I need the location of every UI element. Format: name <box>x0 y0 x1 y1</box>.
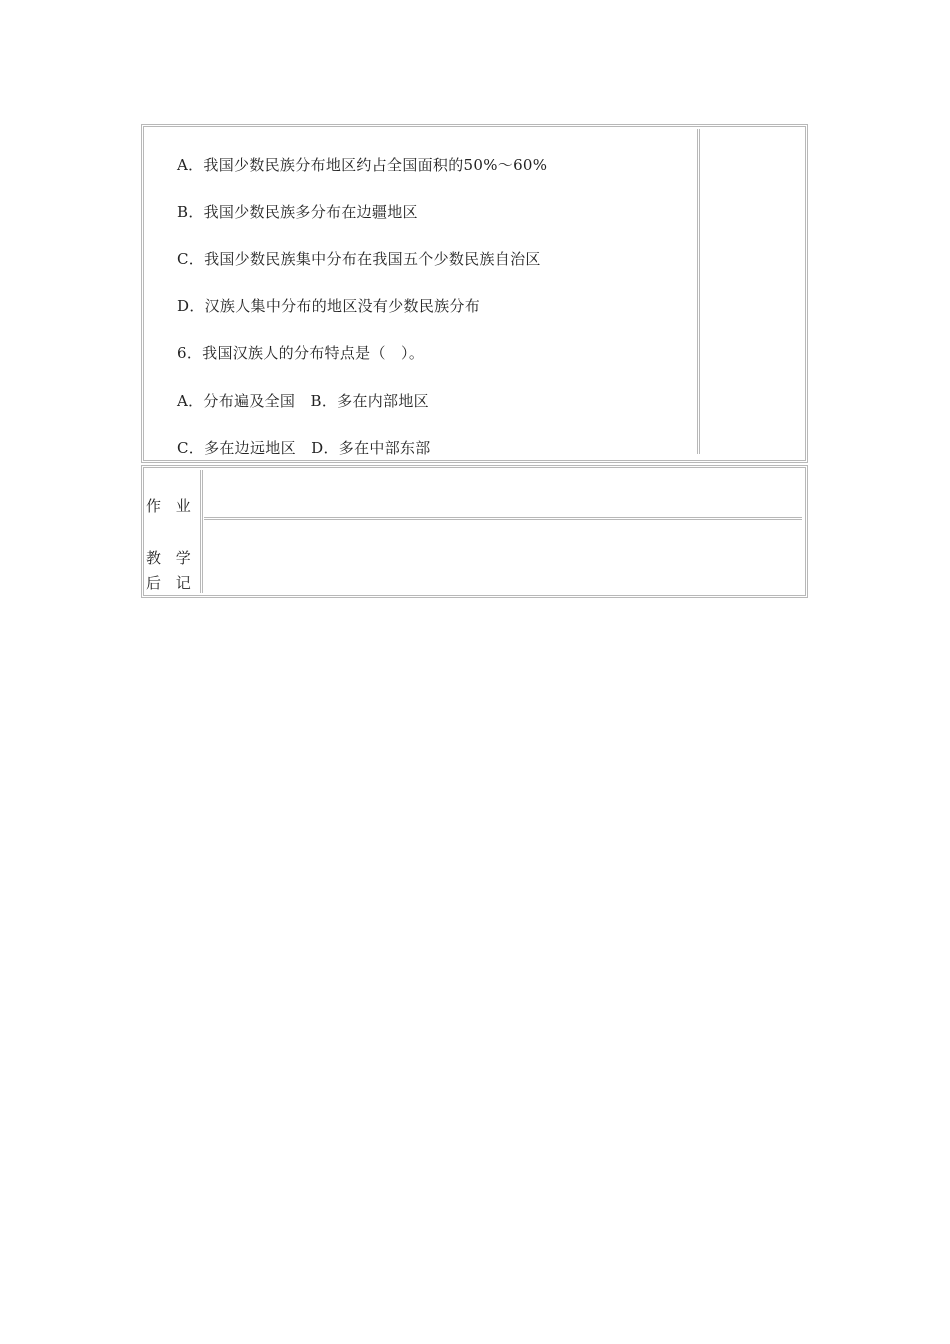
label-column-divider <box>200 470 206 593</box>
reflection-label-line1: 教 学 <box>146 549 196 567</box>
option-d-line: D．汉族人集中分布的地区没有少数民族分布 <box>177 297 481 315</box>
homework-label: 作 业 <box>146 497 196 515</box>
notes-table <box>141 465 808 598</box>
option-c-line: C．我国少数民族集中分布在我国五个少数民族自治区 <box>177 250 541 268</box>
reflection-label-line2: 后 记 <box>146 574 196 592</box>
column-divider <box>697 129 703 454</box>
option-a-line: A．我国少数民族分布地区约占全国面积的50%～60% <box>177 156 548 174</box>
question-table <box>141 124 808 463</box>
row-divider <box>204 517 802 523</box>
option-b-line: B．我国少数民族多分布在边疆地区 <box>177 203 418 221</box>
question-6-options-cd: C．多在边远地区 D．多在中部东部 <box>177 439 431 457</box>
question-6-options-ab: A．分布遍及全国 B．多在内部地区 <box>177 392 429 410</box>
question-6-line: 6．我国汉族人的分布特点是（ ）。 <box>177 344 425 362</box>
